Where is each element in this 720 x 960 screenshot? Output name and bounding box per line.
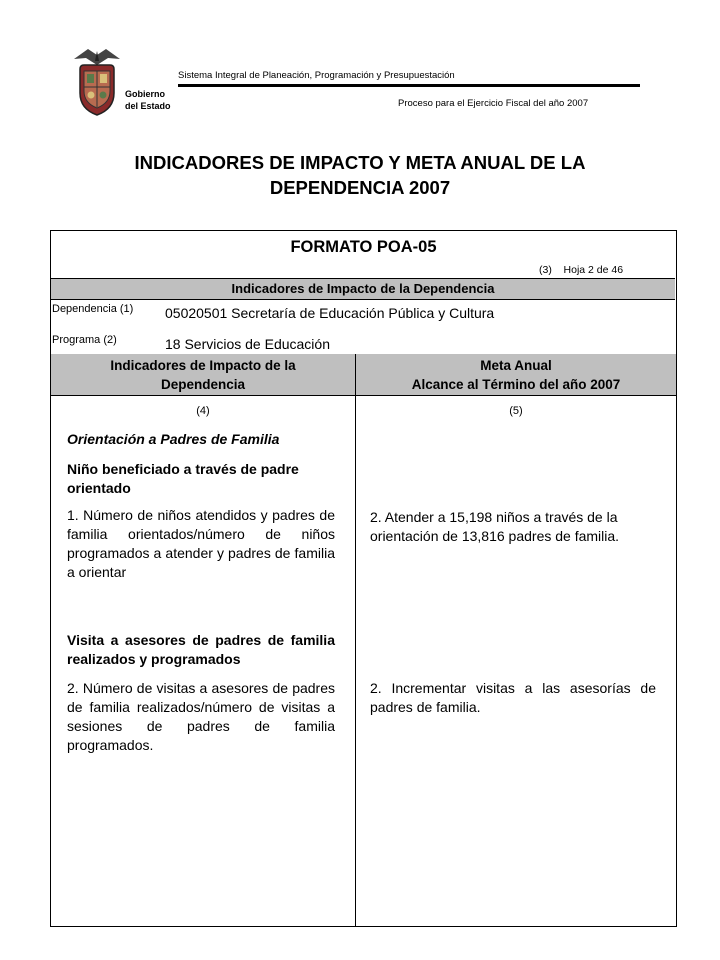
column-header-goal: Meta Anual Alcance al Término del año 2007 xyxy=(356,354,676,396)
indicator-heading: Niño beneficiado a través de padre orientado xyxy=(67,461,299,496)
indicator-description: 2. Número de visitas a asesores de padres de familia realizados/número de visitas a sesiones de padres de familia programados. xyxy=(67,680,335,753)
indicator-heading: Visita a asesores de padres de familia realizados y programados xyxy=(67,632,335,667)
column-header-indicators: Indicadores de Impacto de la Dependencia xyxy=(51,354,355,396)
column-number-5: (5) xyxy=(509,405,523,417)
dependencia-label: Dependencia (1) xyxy=(52,303,134,315)
system-name: Sistema Integral de Planeación, Programación y Presupuestación xyxy=(178,70,455,81)
indicator-description: 1. Número de niños atendidos y padres de familia orientados/número de niños programados a atender y padres de familia a orientar xyxy=(67,507,335,580)
column-divider xyxy=(355,354,356,927)
form-code: FORMATO POA-05 xyxy=(290,238,437,256)
page-title: INDICADORES DE IMPACTO Y META ANUAL DE LA DEPENDENCIA 2007 xyxy=(134,152,586,198)
annual-goal: 2. Atender a 15,198 niños a través de la orientación de 13,816 padres de familia. xyxy=(370,509,620,544)
government-label: Gobierno del Estado xyxy=(125,89,171,111)
annual-goal: 2. Incrementar visitas a las asesorías de padres de familia. xyxy=(370,680,656,715)
column-number-4: (4) xyxy=(196,405,210,417)
dependencia-value: 05020501 Secretaría de Educación Pública y Cultura xyxy=(165,305,495,321)
programa-value: 18 Servicios de Educación xyxy=(165,336,330,352)
process-label: Proceso para el Ejercicio Fiscal del año 2007 xyxy=(398,98,589,109)
state-seal-icon xyxy=(72,45,122,117)
header-rule xyxy=(178,84,640,87)
category-title: Orientación a Padres de Familia xyxy=(67,431,280,447)
sheet-indicator: (3) Hoja 2 de 46 xyxy=(539,264,624,276)
programa-label: Programa (2) xyxy=(52,334,117,346)
section-bar: Indicadores de Impacto de la Dependencia xyxy=(51,278,675,300)
